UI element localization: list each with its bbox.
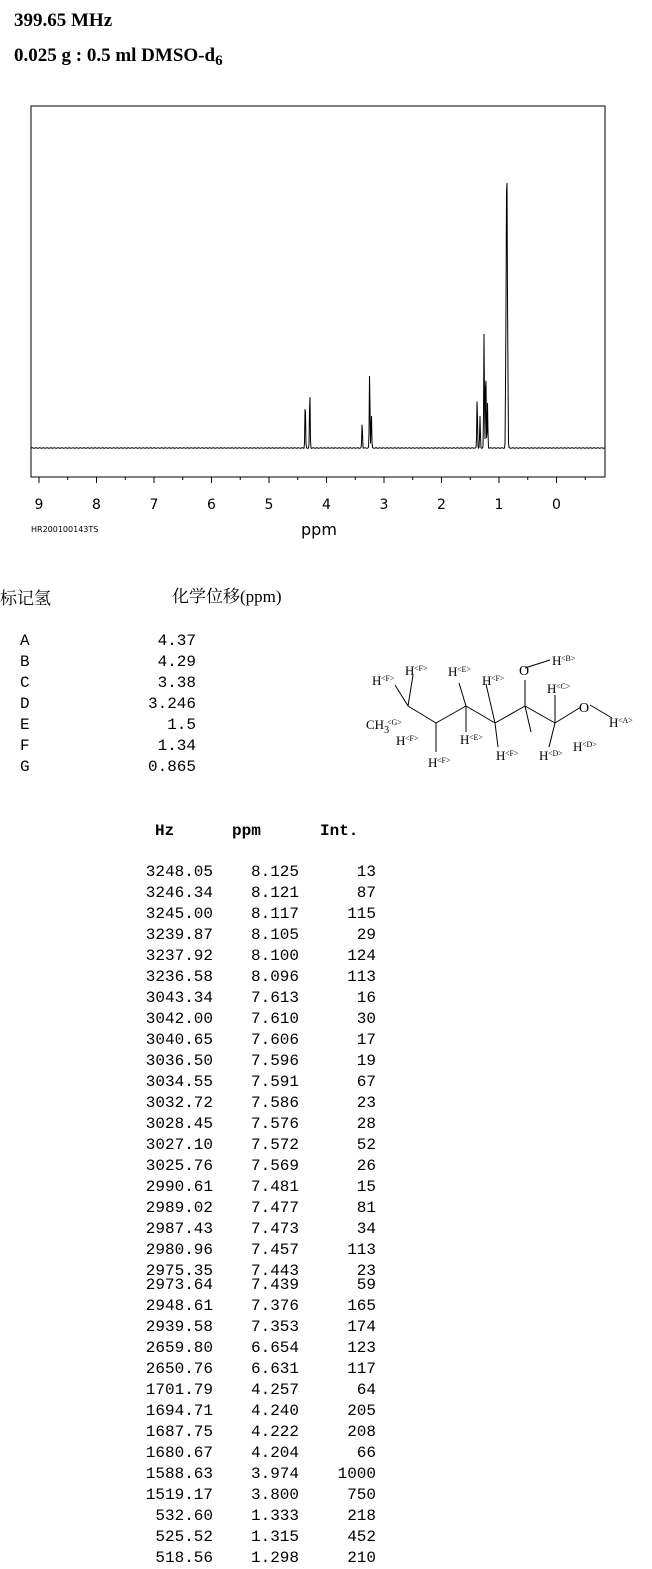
assignment-label: E	[20, 716, 30, 734]
peak-ppm: 1.333	[250, 1507, 299, 1525]
peak-ppm: 7.457	[250, 1241, 299, 1259]
structure-h-label: H	[573, 739, 583, 754]
structure-tag: <D>	[548, 749, 563, 758]
peak-table-header-ppm: ppm	[232, 822, 261, 840]
peak-row	[0, 1549, 400, 1569]
peak-row	[0, 1339, 400, 1359]
structure-tag: <F>	[437, 756, 451, 765]
nmr-spectrum-chart	[0, 95, 652, 515]
x-axis-label: ppm	[301, 520, 337, 539]
structure-h-label: H	[609, 715, 619, 730]
peak-int: 452	[347, 1528, 376, 1546]
peak-row	[0, 1220, 400, 1240]
structure-h-label: H	[405, 663, 415, 678]
peak-row	[0, 1444, 400, 1464]
assignment-row	[0, 653, 210, 674]
peak-int: 750	[347, 1486, 376, 1504]
peak-row	[0, 1297, 400, 1317]
assignment-ppm: 1.5	[167, 716, 196, 734]
peak-hz: 3025.76	[145, 1157, 213, 1175]
peak-ppm: 7.610	[250, 1010, 299, 1028]
structure-h-label: H	[460, 732, 470, 747]
peak-row	[0, 1402, 400, 1422]
peak-row	[0, 1360, 400, 1380]
peak-hz: 3032.72	[145, 1094, 213, 1112]
peak-ppm: 8.117	[250, 905, 299, 923]
assignment-label: A	[20, 632, 30, 650]
peak-ppm: 3.800	[250, 1486, 299, 1504]
peak-int: 117	[347, 1360, 376, 1378]
peak-hz: 1519.17	[145, 1486, 213, 1504]
peak-hz: 2987.43	[145, 1220, 213, 1238]
assignment-row	[0, 737, 210, 758]
structure-methyl-sub: 3	[384, 725, 390, 736]
assignment-row	[0, 695, 210, 716]
peak-hz: 3246.34	[145, 884, 213, 902]
peak-hz: 3237.92	[145, 947, 213, 965]
structure-tag: <C>	[556, 682, 571, 691]
structure-tag: <F>	[505, 749, 519, 758]
peak-hz: 2659.80	[145, 1339, 213, 1357]
structure-tag: <G>	[387, 718, 402, 727]
structure-tag: <E>	[469, 733, 483, 742]
structure-tag: <F>	[491, 674, 505, 683]
peak-hz: 2650.76	[145, 1360, 213, 1378]
peak-int: 67	[356, 1073, 376, 1091]
peak-hz: 1701.79	[145, 1381, 213, 1399]
peak-ppm: 4.240	[250, 1402, 299, 1420]
peak-hz: 2975.35	[145, 1262, 213, 1280]
sample-subscript: 6	[215, 53, 223, 69]
peak-ppm: 8.096	[250, 968, 299, 986]
structure-h-label: H	[547, 681, 557, 696]
assignment-row	[0, 674, 210, 695]
peak-hz: 2980.96	[145, 1241, 213, 1259]
structure-oxygen-1: O	[519, 664, 530, 679]
structure-tag: <E>	[457, 665, 471, 674]
assignment-row	[0, 716, 210, 737]
peak-ppm: 4.222	[250, 1423, 299, 1441]
peak-row	[0, 989, 400, 1009]
peak-ppm: 7.477	[250, 1199, 299, 1217]
assignment-label: C	[20, 674, 30, 692]
peak-row	[0, 863, 400, 883]
peak-table-header-hz: Hz	[155, 822, 175, 840]
peak-hz: 2948.61	[145, 1297, 213, 1315]
peak-hz: 2973.64	[145, 1276, 213, 1294]
peak-ppm: 1.315	[250, 1528, 299, 1546]
peak-hz: 1680.67	[145, 1444, 213, 1462]
peak-hz: 3236.58	[145, 968, 213, 986]
peak-row	[0, 884, 400, 904]
peak-int: 52	[356, 1136, 376, 1154]
peak-int: 123	[347, 1339, 376, 1357]
x-tick-label: 9	[34, 497, 44, 513]
peak-ppm: 3.974	[250, 1465, 299, 1483]
peak-ppm: 1.298	[250, 1549, 299, 1567]
peak-ppm: 7.586	[250, 1094, 299, 1112]
peak-ppm: 7.443	[250, 1262, 299, 1280]
assignment-header-shift: 化学位移(ppm)	[172, 587, 282, 606]
peak-row	[0, 1136, 400, 1156]
peak-hz: 1694.71	[145, 1402, 213, 1420]
peak-ppm: 7.591	[250, 1073, 299, 1091]
peak-ppm: 8.125	[250, 863, 299, 881]
peak-ppm: 8.100	[250, 947, 299, 965]
structure-labels	[366, 653, 633, 770]
peak-row	[0, 1318, 400, 1338]
peak-int: 113	[347, 1241, 376, 1259]
structure-tag: <F>	[414, 664, 428, 673]
peak-row	[0, 1241, 400, 1261]
structure-h-label: H	[428, 755, 438, 770]
assignment-row	[0, 758, 210, 779]
peak-ppm: 7.353	[250, 1318, 299, 1336]
peak-int: 30	[356, 1010, 376, 1028]
peak-ppm: 7.613	[250, 989, 299, 1007]
x-tick-label: 8	[92, 497, 101, 513]
peak-row	[0, 968, 400, 988]
peak-int: 174	[347, 1318, 376, 1336]
peak-ppm: 8.105	[250, 926, 299, 944]
sample-text: 0.025 g : 0.5 ml DMSO-d	[14, 45, 216, 66]
plot-frame	[31, 106, 605, 477]
assignment-label: F	[20, 737, 30, 755]
peak-ppm: 7.439	[250, 1276, 299, 1294]
peak-hz: 3027.10	[145, 1136, 213, 1154]
peak-int: 66	[356, 1444, 376, 1462]
peak-hz: 525.52	[155, 1528, 213, 1546]
x-tick-label: 2	[437, 497, 446, 513]
peak-hz: 2939.58	[145, 1318, 213, 1336]
molecule-structure	[360, 652, 645, 777]
peak-ppm: 7.376	[250, 1297, 299, 1315]
assignment-ppm: 4.29	[157, 653, 196, 671]
peak-row	[0, 1199, 400, 1219]
peak-table-header-int: Int.	[320, 822, 359, 840]
structure-h-label: H	[539, 748, 549, 763]
peak-int: 13	[356, 863, 376, 881]
peak-int: 59	[356, 1276, 376, 1294]
assignment-ppm: 3.246	[147, 695, 196, 713]
x-tick-label: 4	[322, 497, 331, 513]
assignment-label: G	[20, 758, 30, 776]
structure-tag: <F>	[381, 674, 395, 683]
peak-ppm: 7.569	[250, 1157, 299, 1175]
structure-oxygen-2: O	[579, 701, 590, 716]
peak-row	[0, 1073, 400, 1093]
peak-hz: 3248.05	[145, 863, 213, 881]
sample-description	[14, 45, 223, 67]
peak-int: 29	[356, 926, 376, 944]
peak-hz: 3245.00	[145, 905, 213, 923]
spectrum-trace	[31, 183, 605, 448]
x-tick-label: 7	[149, 497, 159, 513]
peak-hz: 2990.61	[145, 1178, 213, 1196]
x-tick-label: 0	[552, 497, 561, 513]
peak-hz: 3239.87	[145, 926, 213, 944]
peak-ppm: 6.654	[250, 1339, 299, 1357]
peak-int: 28	[356, 1115, 376, 1133]
x-tick-label: 6	[207, 497, 216, 513]
peak-hz: 3042.00	[145, 1010, 213, 1028]
peak-row	[0, 1178, 400, 1198]
peak-hz: 3043.34	[145, 989, 213, 1007]
peak-int: 113	[347, 968, 376, 986]
x-tick-label: 1	[494, 497, 504, 513]
structure-h-label: H	[496, 748, 506, 763]
peak-ppm: 7.576	[250, 1115, 299, 1133]
peak-row	[0, 1381, 400, 1401]
structure-methyl-ch: CH	[366, 717, 385, 732]
structure-tag: <D>	[582, 740, 597, 749]
peak-int: 17	[356, 1031, 376, 1049]
peak-ppm: 7.473	[250, 1220, 299, 1238]
peak-int: 218	[347, 1507, 376, 1525]
peak-ppm: 8.121	[250, 884, 299, 902]
peak-hz: 2989.02	[145, 1199, 213, 1217]
x-axis-tick-labels	[35, 497, 561, 513]
peak-ppm: 6.631	[250, 1360, 299, 1378]
peak-int: 23	[356, 1094, 376, 1112]
spectrum-code: HR200100143TS	[31, 525, 99, 534]
peak-int: 81	[356, 1199, 376, 1217]
peak-row	[0, 1465, 400, 1485]
peak-hz: 1588.63	[145, 1465, 213, 1483]
peak-row	[0, 905, 400, 925]
peak-hz: 3036.50	[145, 1052, 213, 1070]
x-axis-ticks	[39, 477, 585, 483]
assignment-ppm: 4.37	[157, 632, 196, 650]
peak-hz: 532.60	[155, 1507, 213, 1525]
peak-ppm: 4.204	[250, 1444, 299, 1462]
peak-int: 208	[347, 1423, 376, 1441]
peak-hz: 3028.45	[145, 1115, 213, 1133]
peak-int: 34	[356, 1220, 376, 1238]
peak-ppm: 7.481	[250, 1178, 299, 1196]
peak-int: 15	[356, 1178, 376, 1196]
peak-int: 1000	[337, 1465, 376, 1483]
structure-methyl	[366, 717, 389, 736]
assignment-label: B	[20, 653, 30, 671]
peak-hz: 3034.55	[145, 1073, 213, 1091]
peak-int: 124	[347, 947, 376, 965]
peak-hz: 3040.65	[145, 1031, 213, 1049]
peak-row	[0, 1486, 400, 1506]
peak-int: 165	[347, 1297, 376, 1315]
peak-int: 23	[356, 1262, 376, 1280]
peak-row	[0, 926, 400, 946]
peak-int: 16	[356, 989, 376, 1007]
peak-int: 210	[347, 1549, 376, 1567]
peak-ppm: 7.596	[250, 1052, 299, 1070]
assignment-ppm: 0.865	[147, 758, 196, 776]
peak-row	[0, 1052, 400, 1072]
structure-tag: <B>	[561, 654, 576, 663]
peak-row	[0, 1528, 400, 1548]
assignment-header-label: 标记氢	[0, 589, 51, 608]
peak-row	[0, 1031, 400, 1051]
peak-row	[0, 1010, 400, 1030]
peak-int: 115	[347, 905, 376, 923]
assignment-ppm: 1.34	[157, 737, 196, 755]
assignment-row	[0, 632, 210, 653]
peak-int: 87	[356, 884, 376, 902]
peak-hz: 1687.75	[145, 1423, 213, 1441]
structure-h-label: H	[396, 733, 406, 748]
structure-h-label: H	[482, 673, 492, 688]
peak-row	[0, 1157, 400, 1177]
x-tick-label: 5	[264, 497, 274, 513]
peak-int: 205	[347, 1402, 376, 1420]
peak-int: 64	[356, 1381, 376, 1399]
peak-row	[0, 1115, 400, 1135]
peak-ppm: 7.606	[250, 1031, 299, 1049]
structure-h-label: H	[372, 673, 382, 688]
spectrometer-frequency: 399.65 MHz	[14, 10, 113, 31]
peak-int: 19	[356, 1052, 376, 1070]
structure-tag: <A>	[618, 716, 633, 725]
assignment-label: D	[20, 695, 30, 713]
structure-h-label: H	[448, 664, 458, 679]
peak-row	[0, 947, 400, 967]
assignment-ppm: 3.38	[157, 674, 196, 692]
peak-row	[0, 1094, 400, 1114]
x-tick-label: 3	[379, 497, 389, 513]
peak-row	[0, 1423, 400, 1443]
peak-int: 26	[356, 1157, 376, 1175]
peak-row	[0, 1276, 400, 1296]
peak-row	[0, 1507, 400, 1527]
structure-tag: <F>	[405, 734, 419, 743]
peak-ppm: 7.572	[250, 1136, 299, 1154]
structure-h-label: H	[552, 653, 562, 668]
peak-ppm: 4.257	[250, 1381, 299, 1399]
peak-hz: 518.56	[155, 1549, 213, 1567]
